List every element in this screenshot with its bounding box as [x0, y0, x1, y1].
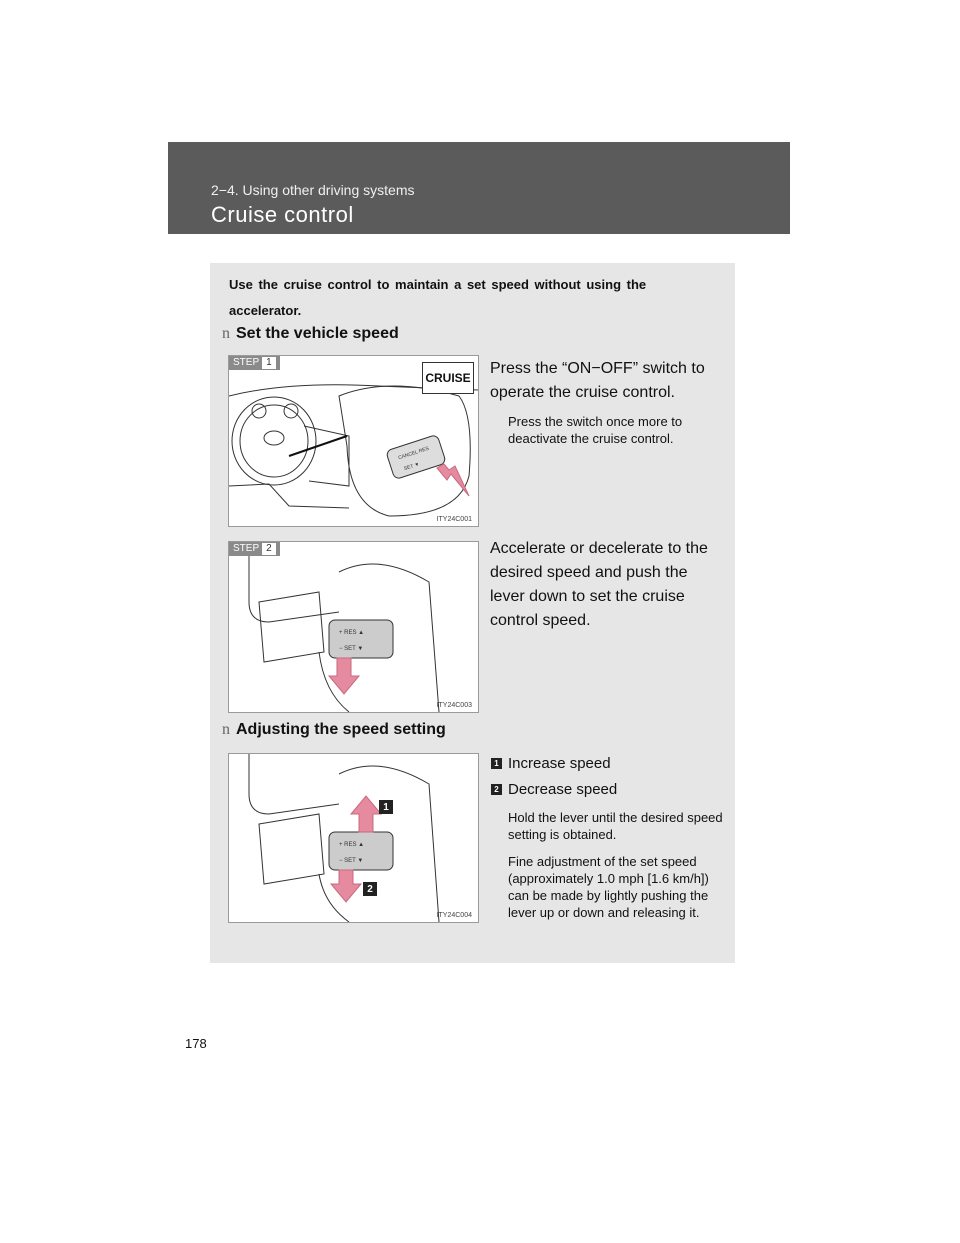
cruise-lever — [329, 620, 393, 658]
step-badge — [229, 356, 280, 370]
step-badge — [229, 542, 280, 556]
cruise-label-box: CRUISE — [422, 362, 474, 394]
number-badge: 1 — [491, 758, 502, 769]
press-arrow-icon — [437, 464, 469, 496]
svg-text:+ RES ▲: + RES ▲ — [339, 842, 365, 848]
svg-text:CANCEL RES: CANCEL RES — [397, 445, 430, 462]
adjust-item-decrease — [491, 781, 617, 798]
intro-text: Use the cruise control to maintain a set speed without using the accelerator. — [229, 277, 647, 318]
up-arrow-icon — [351, 796, 381, 832]
step-label: STEP — [233, 357, 260, 368]
svg-text:− SET ▼: − SET ▼ — [339, 858, 364, 864]
step-number: 2 — [262, 543, 276, 555]
svg-text:− SET ▼: − SET ▼ — [339, 646, 364, 652]
cruise-lever — [329, 832, 393, 870]
figure-code: ITY24C004 — [436, 912, 472, 919]
subheading-text: Set the vehicle speed — [236, 325, 399, 342]
svg-text:SET ▼: SET ▼ — [403, 461, 421, 473]
subheading-adjusting — [222, 721, 446, 739]
subheading-set-speed — [222, 325, 399, 343]
step2-text: Accelerate or decelerate to the desired speed and push the lever down to set the cruise control speed. — [490, 540, 708, 629]
cruise-lever — [386, 434, 447, 479]
page-header — [168, 142, 790, 234]
adjust-item-increase — [491, 755, 611, 772]
figure-step1 — [228, 355, 479, 527]
page-title: Cruise control — [211, 202, 354, 227]
down-arrow-icon — [331, 870, 361, 902]
figure-adjust — [228, 753, 479, 923]
figure-step2 — [228, 541, 479, 713]
adjust-note-2: Fine adjustment of the set speed (approximately 1.0 mph [1.6 km/h]) can be made by lightly pushing the lever up or down and releasing it. — [508, 854, 709, 920]
lever-illustration — [229, 542, 478, 712]
figure-code: ITY24C003 — [436, 702, 472, 709]
svg-text:+ RES ▲: + RES ▲ — [339, 630, 365, 636]
step-number: 1 — [262, 357, 276, 369]
page-number: 178 — [185, 1036, 207, 1051]
callout-line — [289, 436, 347, 456]
adjust-item-label: Increase speed — [508, 755, 611, 772]
step-label: STEP — [233, 543, 260, 554]
adjust-item-label: Decrease speed — [508, 781, 618, 798]
down-arrow-icon — [329, 658, 359, 694]
subheading-text: Adjusting the speed setting — [236, 721, 446, 738]
bullet-icon: n — [222, 721, 230, 738]
figure-marker-2: 2 — [363, 882, 377, 896]
lever-adjust-illustration — [229, 754, 478, 922]
content-panel — [210, 263, 735, 963]
step1-text: Press the “ON−OFF” switch to operate the cruise control. — [490, 360, 705, 401]
figure-marker-1: 1 — [379, 800, 393, 814]
bullet-icon: n — [222, 325, 230, 342]
adjust-note-1: Hold the lever until the desired speed setting is obtained. — [508, 810, 723, 842]
section-label: 2−4. Using other driving systems — [211, 182, 415, 198]
figure-code: ITY24C001 — [436, 516, 472, 523]
step1-note: Press the switch once more to deactivate the cruise control. — [508, 414, 683, 446]
number-badge: 2 — [491, 784, 502, 795]
